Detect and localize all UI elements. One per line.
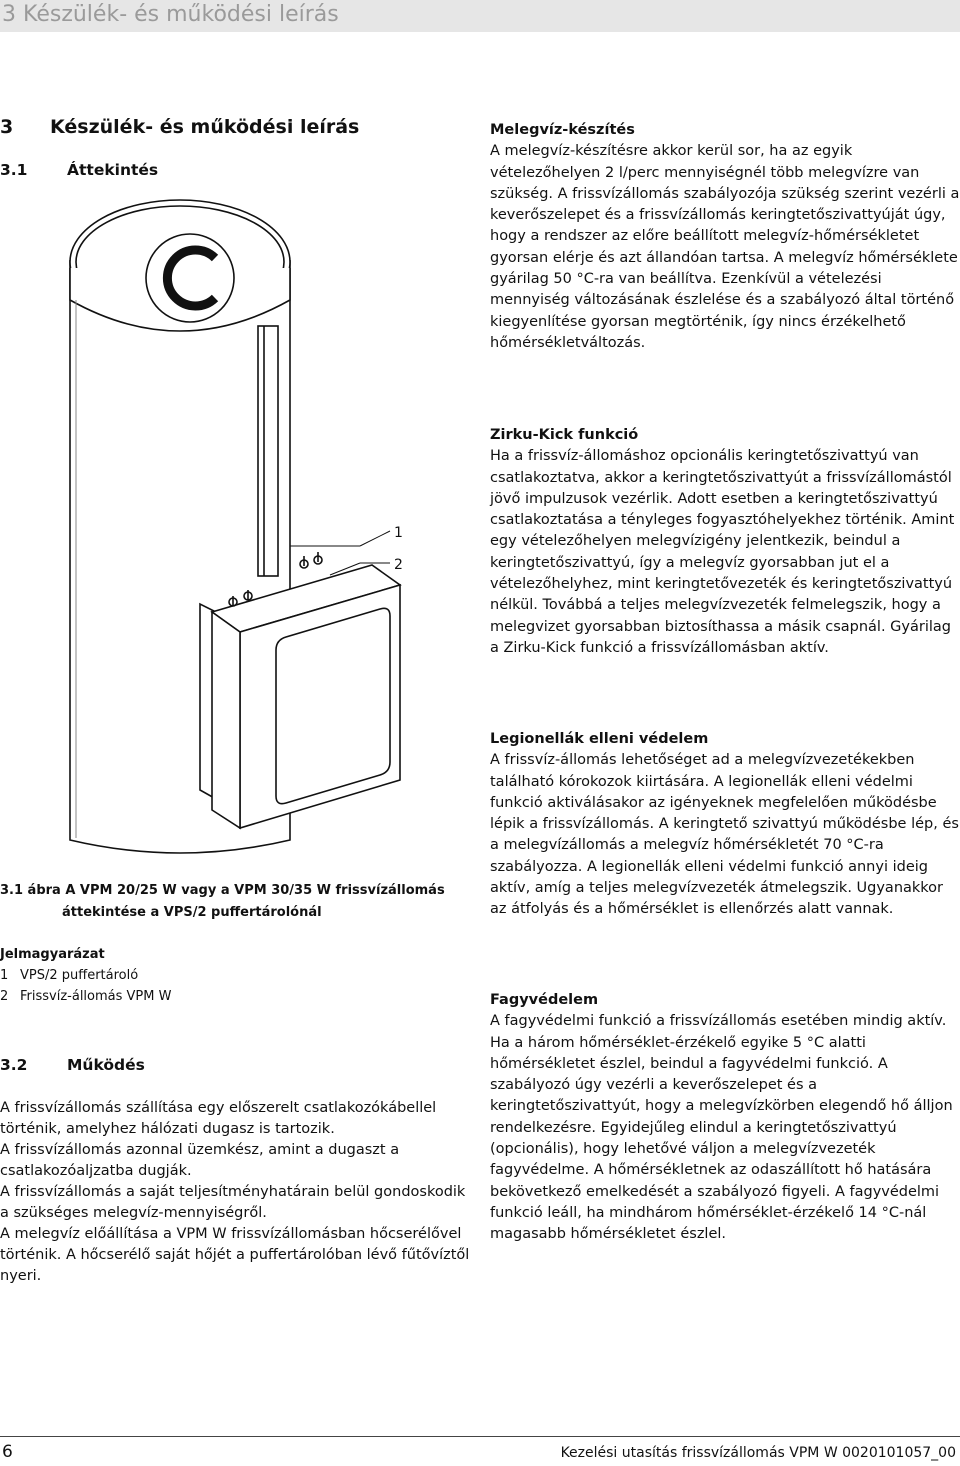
zirku-kick-text: Ha a frissvíz-állomáshoz opcionális keringtetőszivattyú van csatlakoztatva, akkor a keringtetőszivattyút a frissvízállomástól jövő impulzusok vezérlik. Adott esetben a keringtetőszivattyú csatlakoztatása a tényleges fogyasztóhelyekhez történik. Amint egy vételezőhelyen melegvízigény jelentkezik, beindul a keringtetőszivattyú, így a melegvíz gyorsabban jut el a vételezőhelyhez, mint keringtetővezeték és keringtetőszivattyú nélkül. Továbbá a teljes melegvízvezeték felmelegszik, hogy a melegvizet gyorsabban biztosíthassa a másik csapnál. Gyárilag a Zirku-Kick funkció a frissvízállomásban aktív. <box>490 448 955 656</box>
legend-item-label: VPS/2 puffertároló <box>20 968 139 983</box>
operation-paragraph: A melegvíz előállítása a VPM W frissvízállomásban hőcserélővel történik. A hőcserélő saját hőjét a puffertárolóban lévő fűtővíztől nyeri. <box>0 1226 470 1284</box>
operation-body <box>0 1098 470 1287</box>
footer-document-title: Kezelési utasítás frissvízállomás VPM W 0020101057_00 <box>560 1445 956 1461</box>
hot-water-heading: Melegvíz-készítés <box>490 122 635 138</box>
legionella-text: A frissvíz-állomás lehetőséget ad a melegvízvezetékekben található kórokozok kiirtására. A legionellák elleni védelmi funkció aktiválásakor az igényeknek megfelelően működésbe lépik a frissvízállomás. A keringtető szivattyú működésbe lép, és a melegvízállomás a melegvíz hőmérsékletét 70 °C-ra szabályozza. A legionellák elleni védelmi funkció annyi ideig aktív, amíg a teljes melegvízvezeték átmelegszik. Ugyanakkor az átfolyás és a hőmérséklet is ellenőrzés alatt vannak. <box>490 752 959 918</box>
figure-caption <box>0 880 470 924</box>
caption-line-2: áttekintése a VPS/2 puffertárolónál <box>62 905 322 920</box>
hot-water-section <box>490 120 960 354</box>
callout-1: 1 <box>394 525 403 541</box>
section-title: Készülék- és működési leírás <box>50 116 360 138</box>
device-figure <box>0 196 470 876</box>
subsection-number: 3.1 <box>0 161 28 179</box>
page-footer <box>0 1436 960 1466</box>
legend-item-number: 2 <box>0 989 9 1004</box>
frost-protection-heading: Fagyvédelem <box>490 992 599 1008</box>
section-number: 3 <box>0 116 14 138</box>
subsection-title: Áttekintés <box>67 161 159 179</box>
running-header <box>0 0 960 32</box>
callout-2: 2 <box>394 557 403 573</box>
legend <box>0 944 470 1007</box>
legend-title: Jelmagyarázat <box>0 947 105 962</box>
legend-item-number: 1 <box>0 968 9 983</box>
subsection-heading-operation <box>0 1056 145 1074</box>
operation-paragraph: A frissvízállomás a saját teljesítményhatárain belül gondoskodik a szükséges melegvíz-mennyiségről. <box>0 1184 466 1221</box>
footer-rule <box>0 1436 960 1437</box>
operation-paragraph: A frissvízállomás azonnal üzemkész, amint a dugaszt a csatlakozóaljzatba dugják. <box>0 1142 400 1179</box>
running-header-title: 3 Készülék- és működési leírás <box>2 2 339 27</box>
legend-item-label: Frissvíz-állomás VPM W <box>20 989 172 1004</box>
frost-protection-section <box>490 990 960 1246</box>
legend-item <box>0 965 470 986</box>
zirku-kick-section <box>490 425 960 659</box>
legend-item <box>0 986 470 1007</box>
zirku-kick-heading: Zirku-Kick funkció <box>490 427 639 443</box>
page-number: 6 <box>2 1442 13 1462</box>
frost-protection-text: A fagyvédelmi funkció a frissvízállomás esetében mindig aktív. Ha a három hőmérséklet-érzékelő egyike 5 °C alatti hőmérsékletet észlel, beindul a fagyvédelmi funkció. A szabályozó úgy vezérli a keverőszelepet és a keringtetőszivattyút, hogy a melegvízkörben elegendő hő álljon rendelkezésre. Egyidejűleg elindul a keringtetőszivattyú (opcionális), hogy lehetővé váljon a melegvízvezeték fagyvédelme. A hőmérsékletnek az odaszállított hő hatására bekövetkező emelkedését a szabályozó figyeli. A fagyvédelmi funkció leáll, ha mindhárom hőmérséklet-érzékelő 14 °C-nál magasabb hőmérsékletet észlel. <box>490 1013 953 1243</box>
device-illustration <box>0 196 470 876</box>
subsection-number: 3.2 <box>0 1056 28 1074</box>
section-heading <box>0 116 359 138</box>
subsection-heading-overview <box>0 161 158 179</box>
hot-water-text: A melegvíz-készítésre akkor kerül sor, ha az egyik vételezőhelyen 2 l/perc mennyiségnél több melegvízre van szükség. A frissvízállomás szabályozója szükség szerint vezérli a keverőszelepet és a frissvízállomás keringtetőszivattyúját úgy, hogy a rendszer az előre beállított melegvíz-hőmérsékletet gyorsan elérje és azt állandóan tartsa. A melegvíz hőmérséklete gyárilag 50 °C-ra van beállítva. Ezenkívül a vételezési mennyiség változásának észlelése és a szabályozó által történő kiegyenlítése gyorsan megtörténik, így nincs érzékelhető hőmérsékletváltozás. <box>490 143 960 351</box>
legionella-section <box>490 729 960 921</box>
legionella-heading: Legionellák elleni védelem <box>490 731 709 747</box>
operation-paragraph: A frissvízállomás szállítása egy előszerelt csatlakozókábellel történik, amelyhez hálózati dugasz is tartozik. <box>0 1100 437 1137</box>
caption-line-1: 3.1 ábra A VPM 20/25 W vagy a VPM 30/35 W frissvízállomás <box>0 883 445 898</box>
subsection-title: Működés <box>67 1056 145 1074</box>
